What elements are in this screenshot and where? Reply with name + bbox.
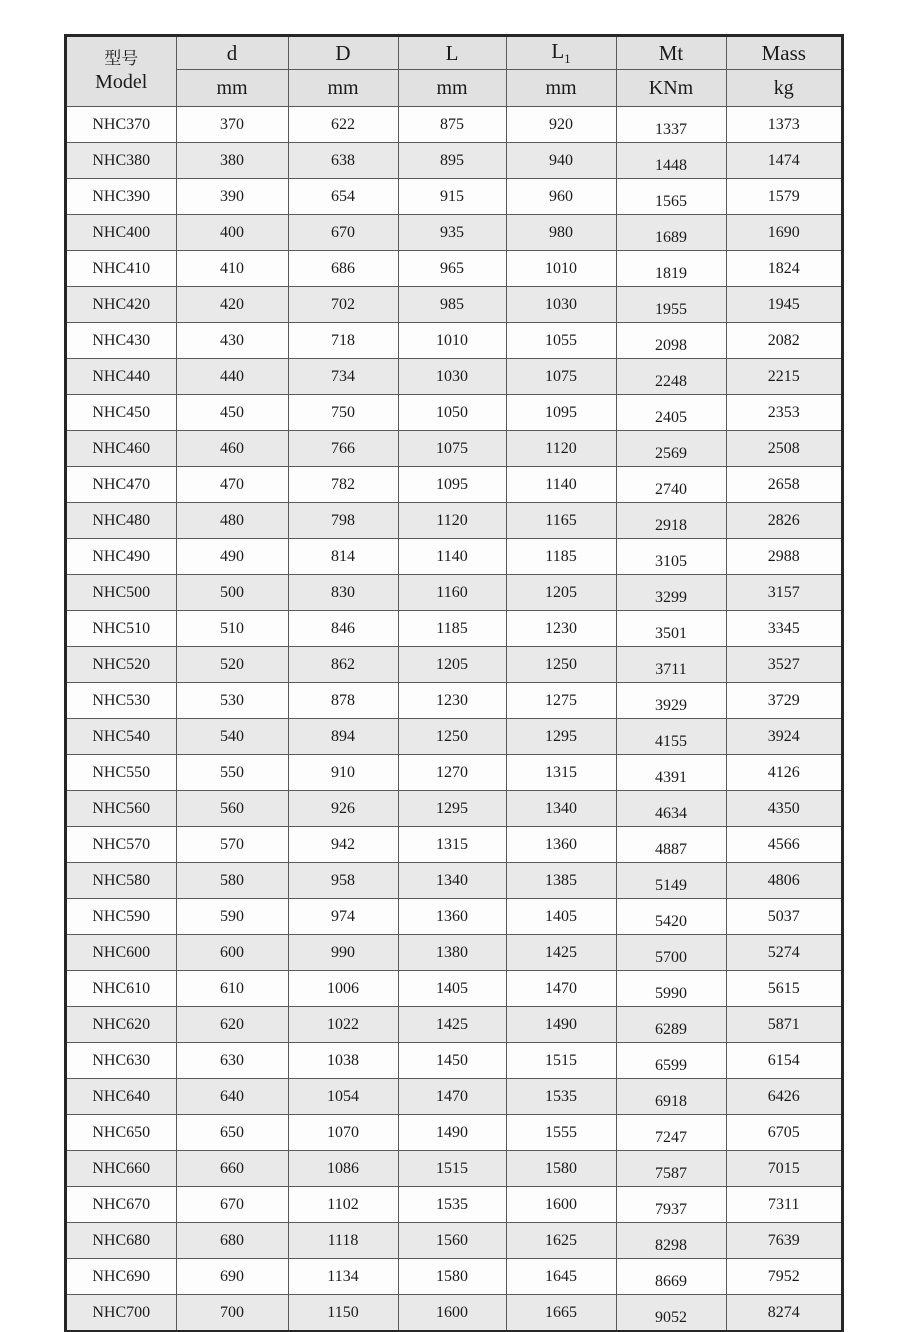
value-cell: 875 [398, 107, 506, 143]
model-cell: NHC610 [66, 971, 176, 1007]
table-row [66, 1295, 842, 1332]
table-row [66, 539, 842, 575]
value-cell: 690 [176, 1259, 288, 1295]
value-cell: 3711 [616, 647, 726, 683]
model-cell: NHC680 [66, 1223, 176, 1259]
column-header-d [176, 36, 288, 70]
value-cell: 1625 [506, 1223, 616, 1259]
model-cell: NHC410 [66, 251, 176, 287]
model-cell: NHC660 [66, 1151, 176, 1187]
table-row [66, 611, 842, 647]
value-cell: 1118 [288, 1223, 398, 1259]
value-cell: 2082 [726, 323, 842, 359]
value-cell: 1600 [398, 1295, 506, 1332]
value-cell: 5420 [616, 899, 726, 935]
table-row [66, 863, 842, 899]
value-cell: 2405 [616, 395, 726, 431]
unit-header-cell: mm [288, 70, 398, 107]
model-cell: NHC400 [66, 215, 176, 251]
table-row [66, 395, 842, 431]
column-header-label: D [335, 40, 351, 65]
header-name-row [66, 36, 842, 70]
value-cell: 830 [288, 575, 398, 611]
value-cell: 1140 [506, 467, 616, 503]
value-cell: 5274 [726, 935, 842, 971]
column-header-label: d [226, 40, 238, 65]
value-cell: 2740 [616, 467, 726, 503]
model-cell: NHC440 [66, 359, 176, 395]
value-cell: 6289 [616, 1007, 726, 1043]
value-cell: 1555 [506, 1115, 616, 1151]
value-cell: 670 [288, 215, 398, 251]
value-cell: 1490 [398, 1115, 506, 1151]
table-row [66, 323, 842, 359]
table-row [66, 1043, 842, 1079]
value-cell: 490 [176, 539, 288, 575]
value-cell: 1515 [506, 1043, 616, 1079]
table-row [66, 1115, 842, 1151]
value-cell: 460 [176, 431, 288, 467]
value-cell: 3157 [726, 575, 842, 611]
value-cell: 2248 [616, 359, 726, 395]
value-cell: 7952 [726, 1259, 842, 1295]
unit-header-cell: mm [506, 70, 616, 107]
value-cell: 798 [288, 503, 398, 539]
value-cell: 1425 [398, 1007, 506, 1043]
value-cell: 1360 [506, 827, 616, 863]
value-cell: 1665 [506, 1295, 616, 1332]
value-cell: 920 [506, 107, 616, 143]
value-cell: 1560 [398, 1223, 506, 1259]
unit-header-cell: mm [398, 70, 506, 107]
model-cell: NHC450 [66, 395, 176, 431]
value-cell: 1295 [506, 719, 616, 755]
value-cell: 965 [398, 251, 506, 287]
value-cell: 440 [176, 359, 288, 395]
model-cell: NHC380 [66, 143, 176, 179]
value-cell: 1102 [288, 1187, 398, 1223]
table-row [66, 935, 842, 971]
value-cell: 4126 [726, 755, 842, 791]
model-cell: NHC560 [66, 791, 176, 827]
spec-table [65, 35, 843, 1332]
value-cell: 734 [288, 359, 398, 395]
table-row [66, 143, 842, 179]
value-cell: 1270 [398, 755, 506, 791]
value-cell: 1120 [506, 431, 616, 467]
column-header-Mt [616, 36, 726, 70]
column-header-label: L [445, 40, 459, 65]
value-cell: 660 [176, 1151, 288, 1187]
model-cell: NHC460 [66, 431, 176, 467]
value-cell: 1360 [398, 899, 506, 935]
value-cell: 1580 [398, 1259, 506, 1295]
value-cell: 1535 [506, 1079, 616, 1115]
value-cell: 958 [288, 863, 398, 899]
value-cell: 1474 [726, 143, 842, 179]
value-cell: 650 [176, 1115, 288, 1151]
value-cell: 910 [288, 755, 398, 791]
value-cell: 410 [176, 251, 288, 287]
value-cell: 1600 [506, 1187, 616, 1223]
value-cell: 942 [288, 827, 398, 863]
value-cell: 8298 [616, 1223, 726, 1259]
table-header [66, 36, 842, 107]
value-cell: 980 [506, 215, 616, 251]
model-cell: NHC670 [66, 1187, 176, 1223]
model-cell: NHC370 [66, 107, 176, 143]
value-cell: 960 [506, 179, 616, 215]
value-cell: 500 [176, 575, 288, 611]
value-cell: 1515 [398, 1151, 506, 1187]
value-cell: 1095 [398, 467, 506, 503]
value-cell: 1373 [726, 107, 842, 143]
value-cell: 1275 [506, 683, 616, 719]
value-cell: 1086 [288, 1151, 398, 1187]
value-cell: 4566 [726, 827, 842, 863]
value-cell: 630 [176, 1043, 288, 1079]
model-cell: NHC630 [66, 1043, 176, 1079]
value-cell: 6705 [726, 1115, 842, 1151]
value-cell: 718 [288, 323, 398, 359]
value-cell: 1690 [726, 215, 842, 251]
value-cell: 8274 [726, 1295, 842, 1332]
value-cell: 2353 [726, 395, 842, 431]
value-cell: 2658 [726, 467, 842, 503]
table-row [66, 215, 842, 251]
column-header-label: L [551, 38, 565, 63]
value-cell: 940 [506, 143, 616, 179]
value-cell: 390 [176, 179, 288, 215]
value-cell: 2569 [616, 431, 726, 467]
table-row [66, 719, 842, 755]
table-row [66, 899, 842, 935]
value-cell: 1250 [506, 647, 616, 683]
table-row [66, 575, 842, 611]
value-cell: 7587 [616, 1151, 726, 1187]
value-cell: 1470 [506, 971, 616, 1007]
model-cell: NHC470 [66, 467, 176, 503]
value-cell: 1295 [398, 791, 506, 827]
model-cell: NHC520 [66, 647, 176, 683]
value-cell: 2988 [726, 539, 842, 575]
table-row [66, 1007, 842, 1043]
value-cell: 935 [398, 215, 506, 251]
value-cell: 1340 [506, 791, 616, 827]
value-cell: 4806 [726, 863, 842, 899]
model-cell: NHC500 [66, 575, 176, 611]
value-cell: 1955 [616, 287, 726, 323]
value-cell: 380 [176, 143, 288, 179]
value-cell: 1315 [506, 755, 616, 791]
unit-header-cell: kg [726, 70, 842, 107]
value-cell: 3924 [726, 719, 842, 755]
value-cell: 766 [288, 431, 398, 467]
value-cell: 1565 [616, 179, 726, 215]
value-cell: 4155 [616, 719, 726, 755]
value-cell: 990 [288, 935, 398, 971]
value-cell: 3729 [726, 683, 842, 719]
value-cell: 846 [288, 611, 398, 647]
value-cell: 1490 [506, 1007, 616, 1043]
model-cell: NHC690 [66, 1259, 176, 1295]
table-body [66, 107, 842, 1332]
value-cell: 1022 [288, 1007, 398, 1043]
model-cell: NHC650 [66, 1115, 176, 1151]
value-cell: 750 [288, 395, 398, 431]
column-header-subscript: 1 [564, 51, 571, 67]
value-cell: 6154 [726, 1043, 842, 1079]
value-cell: 894 [288, 719, 398, 755]
value-cell: 1380 [398, 935, 506, 971]
column-header-label: Mt [658, 40, 684, 65]
value-cell: 570 [176, 827, 288, 863]
value-cell: 1580 [506, 1151, 616, 1187]
value-cell: 5149 [616, 863, 726, 899]
value-cell: 480 [176, 503, 288, 539]
table-row [66, 1259, 842, 1295]
model-header-cell [66, 36, 176, 107]
value-cell: 8669 [616, 1259, 726, 1295]
column-header-D [288, 36, 398, 70]
table-row [66, 1223, 842, 1259]
value-cell: 6918 [616, 1079, 726, 1115]
table-row [66, 503, 842, 539]
value-cell: 1385 [506, 863, 616, 899]
value-cell: 7639 [726, 1223, 842, 1259]
value-cell: 1819 [616, 251, 726, 287]
value-cell: 7937 [616, 1187, 726, 1223]
value-cell: 620 [176, 1007, 288, 1043]
value-cell: 1250 [398, 719, 506, 755]
value-cell: 640 [176, 1079, 288, 1115]
value-cell: 1075 [398, 431, 506, 467]
value-cell: 1405 [398, 971, 506, 1007]
table-row [66, 251, 842, 287]
table-row [66, 1079, 842, 1115]
model-cell: NHC530 [66, 683, 176, 719]
value-cell: 1450 [398, 1043, 506, 1079]
value-cell: 1205 [398, 647, 506, 683]
value-cell: 1824 [726, 251, 842, 287]
value-cell: 1150 [288, 1295, 398, 1332]
table-row [66, 431, 842, 467]
value-cell: 6599 [616, 1043, 726, 1079]
value-cell: 702 [288, 287, 398, 323]
value-cell: 3929 [616, 683, 726, 719]
table-row [66, 791, 842, 827]
value-cell: 1337 [616, 107, 726, 143]
header-unit-row [66, 70, 842, 107]
value-cell: 530 [176, 683, 288, 719]
value-cell: 1185 [398, 611, 506, 647]
value-cell: 1470 [398, 1079, 506, 1115]
value-cell: 2918 [616, 503, 726, 539]
value-cell: 520 [176, 647, 288, 683]
value-cell: 600 [176, 935, 288, 971]
value-cell: 1579 [726, 179, 842, 215]
value-cell: 782 [288, 467, 398, 503]
table-row [66, 179, 842, 215]
value-cell: 1010 [506, 251, 616, 287]
value-cell: 3299 [616, 575, 726, 611]
value-cell: 5615 [726, 971, 842, 1007]
model-cell: NHC570 [66, 827, 176, 863]
value-cell: 2826 [726, 503, 842, 539]
value-cell: 1070 [288, 1115, 398, 1151]
value-cell: 1140 [398, 539, 506, 575]
value-cell: 5871 [726, 1007, 842, 1043]
model-cell: NHC540 [66, 719, 176, 755]
value-cell: 686 [288, 251, 398, 287]
value-cell: 7247 [616, 1115, 726, 1151]
value-cell: 878 [288, 683, 398, 719]
value-cell: 9052 [616, 1295, 726, 1332]
value-cell: 2215 [726, 359, 842, 395]
unit-header-cell: mm [176, 70, 288, 107]
table-row [66, 287, 842, 323]
value-cell: 670 [176, 1187, 288, 1223]
value-cell: 3527 [726, 647, 842, 683]
value-cell: 7311 [726, 1187, 842, 1223]
value-cell: 5990 [616, 971, 726, 1007]
value-cell: 4634 [616, 791, 726, 827]
value-cell: 550 [176, 755, 288, 791]
value-cell: 1448 [616, 143, 726, 179]
column-header-L [398, 36, 506, 70]
value-cell: 1230 [506, 611, 616, 647]
value-cell: 420 [176, 287, 288, 323]
column-header-label: Mass [761, 40, 806, 65]
model-header-cn: 型号 [104, 49, 139, 69]
model-cell: NHC390 [66, 179, 176, 215]
value-cell: 680 [176, 1223, 288, 1259]
value-cell: 610 [176, 971, 288, 1007]
value-cell: 5700 [616, 935, 726, 971]
model-cell: NHC430 [66, 323, 176, 359]
value-cell: 470 [176, 467, 288, 503]
value-cell: 1945 [726, 287, 842, 323]
table-row [66, 467, 842, 503]
value-cell: 1205 [506, 575, 616, 611]
value-cell: 1160 [398, 575, 506, 611]
value-cell: 1340 [398, 863, 506, 899]
value-cell: 370 [176, 107, 288, 143]
value-cell: 1030 [398, 359, 506, 395]
table-row [66, 1187, 842, 1223]
value-cell: 510 [176, 611, 288, 647]
value-cell: 590 [176, 899, 288, 935]
model-cell: NHC640 [66, 1079, 176, 1115]
value-cell: 7015 [726, 1151, 842, 1187]
model-cell: NHC490 [66, 539, 176, 575]
value-cell: 974 [288, 899, 398, 935]
value-cell: 1315 [398, 827, 506, 863]
table-row [66, 827, 842, 863]
value-cell: 1230 [398, 683, 506, 719]
model-header-en: Model [95, 70, 148, 93]
column-header-Mass [726, 36, 842, 70]
table-row [66, 647, 842, 683]
value-cell: 5037 [726, 899, 842, 935]
model-cell: NHC420 [66, 287, 176, 323]
value-cell: 915 [398, 179, 506, 215]
table-row [66, 359, 842, 395]
value-cell: 1165 [506, 503, 616, 539]
table-row [66, 107, 842, 143]
value-cell: 1185 [506, 539, 616, 575]
value-cell: 814 [288, 539, 398, 575]
model-cell: NHC700 [66, 1295, 176, 1332]
model-cell: NHC600 [66, 935, 176, 971]
value-cell: 654 [288, 179, 398, 215]
value-cell: 926 [288, 791, 398, 827]
value-cell: 2098 [616, 323, 726, 359]
value-cell: 1038 [288, 1043, 398, 1079]
value-cell: 4350 [726, 791, 842, 827]
value-cell: 1054 [288, 1079, 398, 1115]
value-cell: 430 [176, 323, 288, 359]
value-cell: 622 [288, 107, 398, 143]
value-cell: 1645 [506, 1259, 616, 1295]
table-row [66, 755, 842, 791]
table-row [66, 1151, 842, 1187]
value-cell: 560 [176, 791, 288, 827]
model-cell: NHC480 [66, 503, 176, 539]
value-cell: 540 [176, 719, 288, 755]
value-cell: 1120 [398, 503, 506, 539]
model-cell: NHC550 [66, 755, 176, 791]
table-row [66, 971, 842, 1007]
value-cell: 3105 [616, 539, 726, 575]
value-cell: 2508 [726, 431, 842, 467]
value-cell: 1010 [398, 323, 506, 359]
value-cell: 6426 [726, 1079, 842, 1115]
value-cell: 4391 [616, 755, 726, 791]
value-cell: 895 [398, 143, 506, 179]
value-cell: 1689 [616, 215, 726, 251]
value-cell: 1055 [506, 323, 616, 359]
value-cell: 1075 [506, 359, 616, 395]
value-cell: 1134 [288, 1259, 398, 1295]
model-cell: NHC510 [66, 611, 176, 647]
value-cell: 4887 [616, 827, 726, 863]
column-header-L1 [506, 36, 616, 70]
value-cell: 1535 [398, 1187, 506, 1223]
value-cell: 1006 [288, 971, 398, 1007]
model-cell: NHC590 [66, 899, 176, 935]
value-cell: 1030 [506, 287, 616, 323]
value-cell: 1095 [506, 395, 616, 431]
value-cell: 700 [176, 1295, 288, 1332]
model-cell: NHC620 [66, 1007, 176, 1043]
value-cell: 1425 [506, 935, 616, 971]
table-row [66, 683, 842, 719]
unit-header-cell: KNm [616, 70, 726, 107]
value-cell: 3345 [726, 611, 842, 647]
value-cell: 400 [176, 215, 288, 251]
value-cell: 450 [176, 395, 288, 431]
value-cell: 580 [176, 863, 288, 899]
value-cell: 985 [398, 287, 506, 323]
value-cell: 638 [288, 143, 398, 179]
value-cell: 1050 [398, 395, 506, 431]
value-cell: 862 [288, 647, 398, 683]
value-cell: 3501 [616, 611, 726, 647]
value-cell: 1405 [506, 899, 616, 935]
model-cell: NHC580 [66, 863, 176, 899]
